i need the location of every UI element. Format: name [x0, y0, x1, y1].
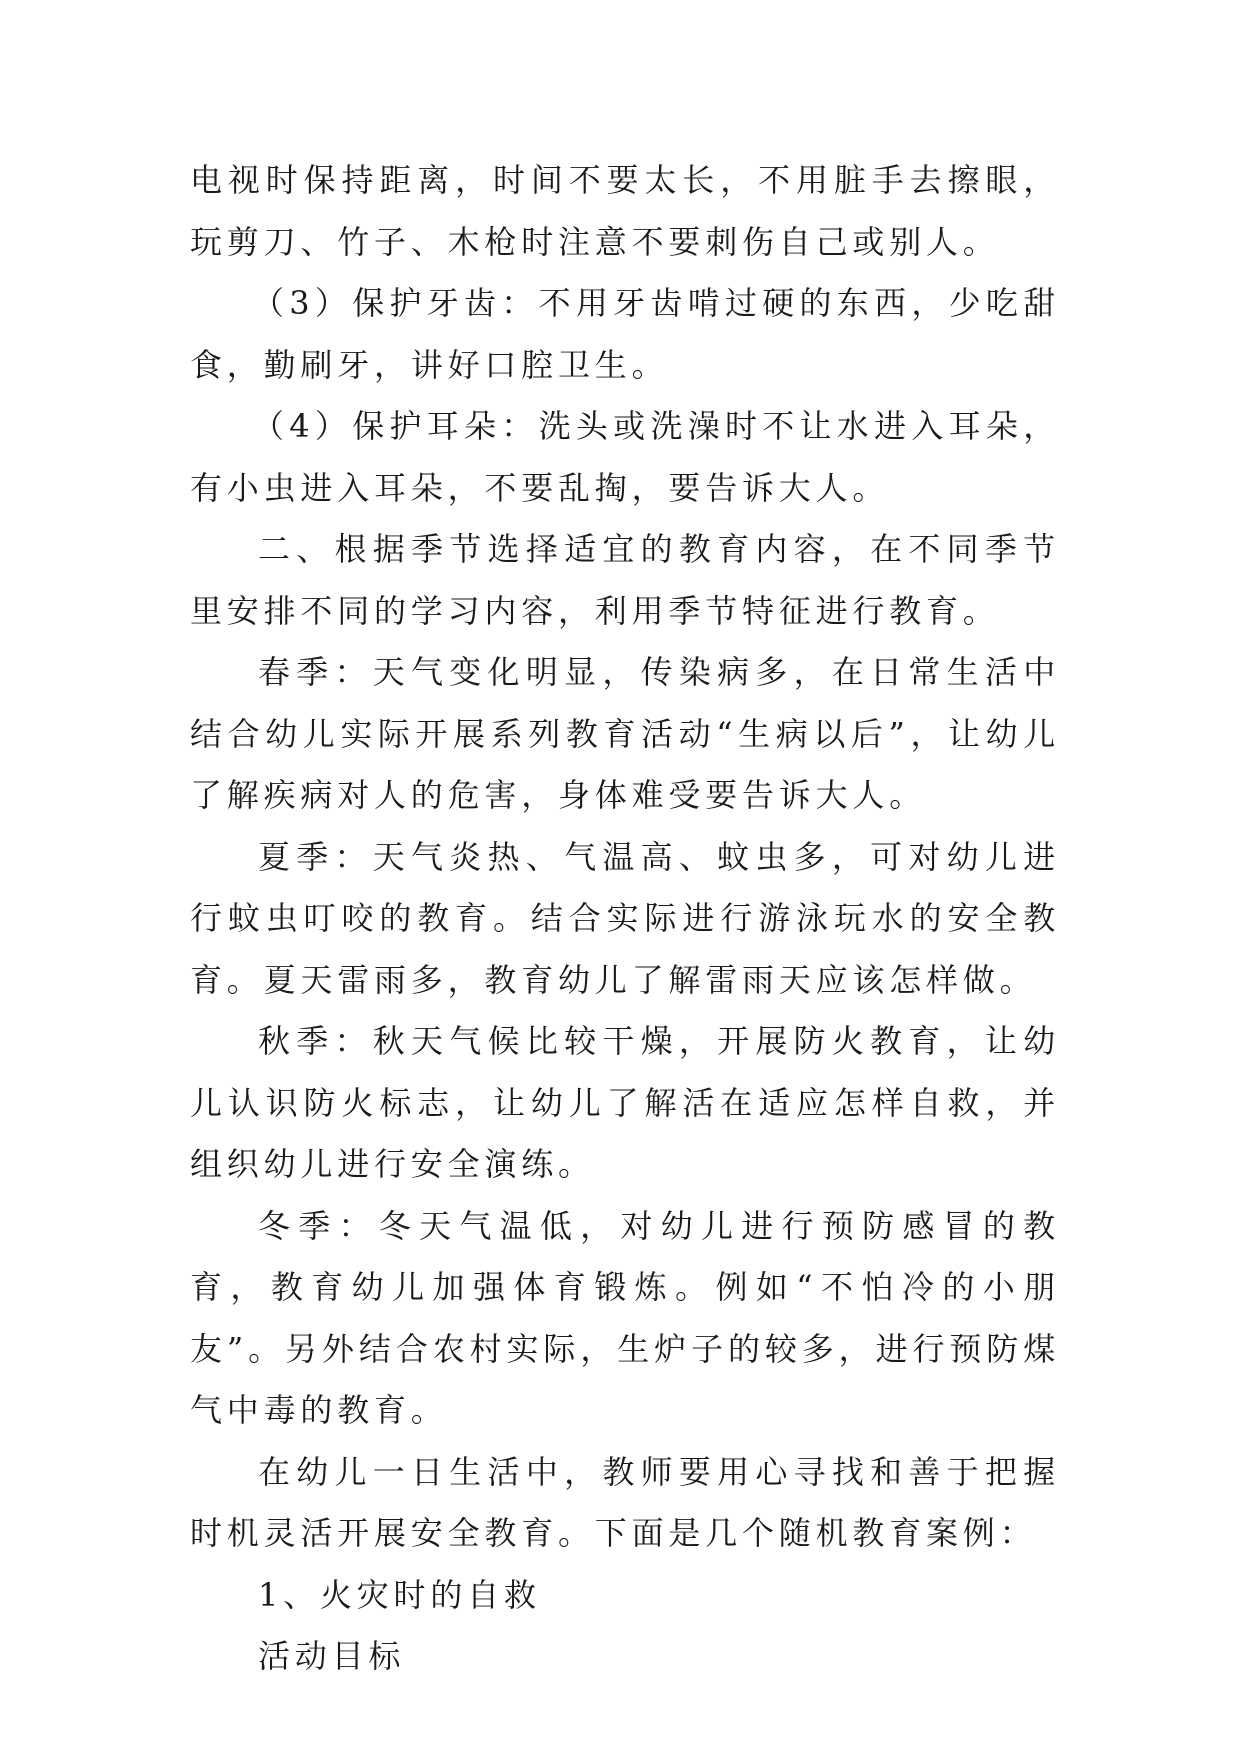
paragraph-seasonal-education: 二、根据季节选择适宜的教育内容，在不同季节里安排不同的学习内容，利用季节特征进行教育。	[190, 530, 1060, 630]
paragraph-summer: 夏季：天气炎热、气温高、蚊虫多，可对幼儿进行蚊虫叮咬的教育。结合实际进行游泳玩水的安全教育。夏天雷雨多，教育幼儿了解雷雨天应该怎样做。	[190, 837, 1060, 999]
heading-activity-goals: 活动目标	[258, 1637, 406, 1675]
paragraph-spring: 春季：天气变化明显，传染病多，在日常生活中结合幼儿实际开展系列教育活动“生病以后”，让幼儿了解疾病对人的危害，身体难受要告诉大人。	[190, 653, 1060, 814]
paragraph-protect-ears: （4）保护耳朵：洗头或洗澡时不让水进入耳朵，有小虫进入耳朵，不要乱掏，要告诉大人。	[190, 407, 1060, 507]
paragraph-protect-teeth: （3）保护牙齿：不用牙齿啃过硬的东西，少吃甜食，勤刷牙，讲好口腔卫生。	[190, 284, 1060, 384]
heading-fire-self-rescue: 1、火灾时的自救	[258, 1575, 541, 1614]
paragraph-daily-life: 在幼儿一日生活中，教师要用心寻找和善于把握时机灵活开展安全教育。下面是几个随机教育案例：	[190, 1452, 1060, 1552]
body-text	[190, 150, 1060, 1688]
paragraph-eye-care-continued: 电视时保持距离，时间不要太长，不用脏手去擦眼，玩剪刀、竹子、木枪时注意不要刺伤自己或别人。	[190, 161, 1060, 261]
paragraph-winter: 冬季：冬天气温低，对幼儿进行预防感冒的教育，教育幼儿加强体育锻炼。例如“不怕冷的小朋友”。另外结合农村实际，生炉子的较多，进行预防煤气中毒的教育。	[190, 1206, 1060, 1429]
paragraph-autumn: 秋季：秋天气候比较干燥，开展防火教育，让幼儿认识防火标志，让幼儿了解活在适应怎样自救，并组织幼儿进行安全演练。	[190, 1022, 1060, 1183]
